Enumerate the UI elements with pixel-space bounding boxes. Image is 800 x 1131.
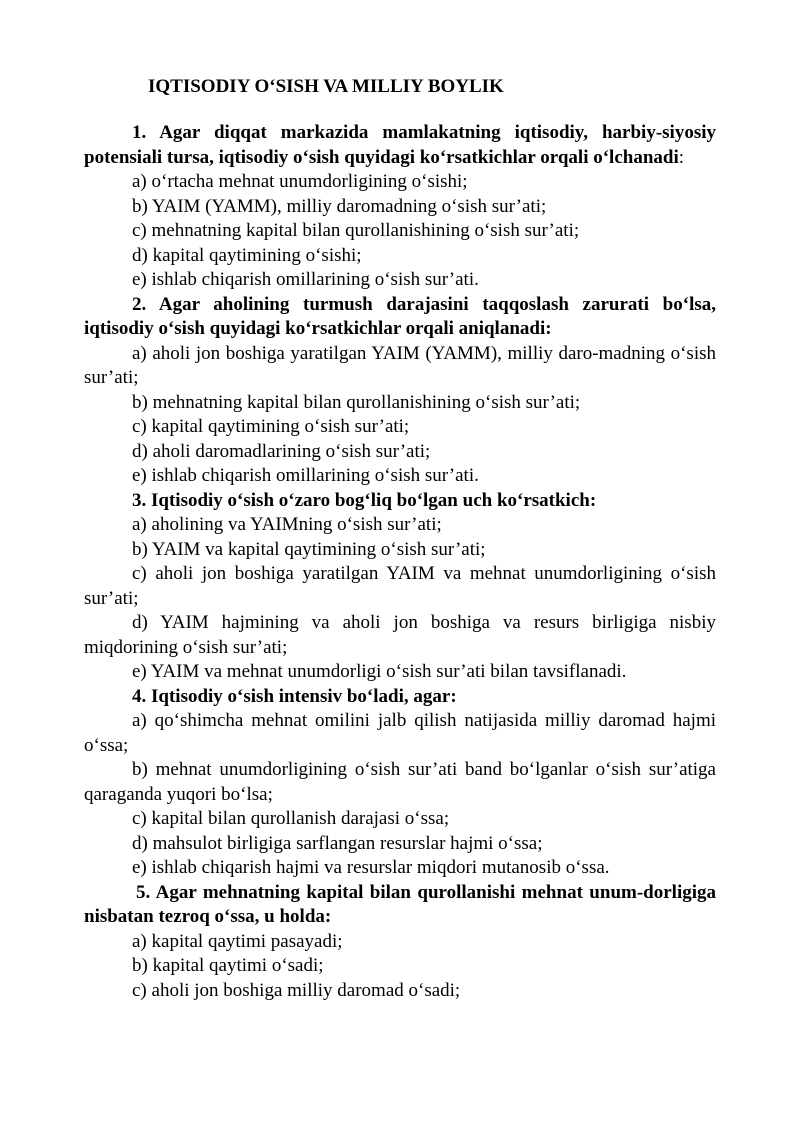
question-2 — [84, 293, 716, 489]
question-text: 3. Iqtisodiy o‘sish o‘zaro bog‘liq bo‘lgan uch ko‘rsatkich: — [132, 489, 597, 511]
answer-option: d) mahsulot birligiga sarflangan resurslar hajmi o‘ssa; — [132, 832, 543, 854]
answer-option: d) YAIM hajmining va aholi jon boshiga va resurs birligiga nisbiy miqdorining o‘sish sur’ati; — [84, 612, 716, 658]
answer-option: c) kapital bilan qurollanish darajasi o‘ssa; — [132, 808, 450, 829]
answer-option: b) YAIM (YAMM), milliy daromadning o‘sish sur’ati; — [132, 195, 547, 217]
answer-option: a) o‘rtacha mehnat unumdorligining o‘sishi; — [132, 171, 468, 192]
question-list — [84, 121, 716, 1003]
question-1 — [84, 121, 716, 293]
answer-option: b) YAIM va kapital qaytimining o‘sish sur’ati; — [132, 538, 486, 560]
question-3 — [84, 489, 716, 685]
question-5 — [84, 881, 716, 1004]
question-text: 4. Iqtisodiy o‘sish intensiv bo‘ladi, agar: — [132, 685, 457, 707]
answer-option: e) ishlab chiqarish hajmi va resurslar miqdori mutanosib o‘ssa. — [132, 857, 610, 878]
answer-option: c) mehnatning kapital bilan qurollanishining o‘sish sur’ati; — [132, 220, 580, 241]
answer-option: a) kapital qaytimi pasayadi; — [132, 930, 343, 952]
answer-option: b) mehnat unumdorligining o‘sish sur’ati band bo‘lganlar o‘sish sur’atiga qaraganda yuqori bo‘lsa; — [84, 759, 716, 805]
question-text: 2. Agar aholining turmush darajasini taqqoslash zarurati bo‘lsa, iqtisodiy o‘sish quyidagi ko‘rsatkichlar orqali aniqlanadi: — [84, 293, 716, 339]
answer-option: d) aholi daromadlarining o‘sish sur’ati; — [132, 440, 431, 462]
question-text: 1. Agar diqqat markazida mamlakatning iqtisodiy, harbiy-siyosiy potensiali tursa, iqtisodiy o‘sish quyidagi ko‘rsatkichlar orqali o‘lchanadi: — [84, 122, 716, 168]
answer-option: a) aholi jon boshiga yaratilgan YAIM (YAMM), milliy daro-madning o‘sish sur’ati; — [84, 342, 716, 388]
answer-option: c) aholi jon boshiga yaratilgan YAIM va mehnat unumdorligining o‘sish sur’ati; — [84, 563, 716, 609]
answer-option: c) aholi jon boshiga milliy daromad o‘sadi; — [132, 979, 461, 1001]
question-4 — [84, 685, 716, 881]
answer-option: e) ishlab chiqarish omillarining o‘sish sur’ati. — [132, 465, 479, 486]
page-title: IQTISODIY O‘SISH VA MILLIY BOYLIK — [148, 76, 504, 97]
answer-option: d) kapital qaytimining o‘sishi; — [132, 244, 362, 266]
answer-option: c) kapital qaytimining o‘sish sur’ati; — [132, 416, 410, 437]
answer-option: e) YAIM va mehnat unumdorligi o‘sish sur’ati bilan tavsiflanadi. — [132, 661, 627, 682]
answer-option: b) kapital qaytimi o‘sadi; — [132, 955, 324, 976]
answer-option: b) mehnatning kapital bilan qurollanishining o‘sish sur’ati; — [132, 391, 581, 413]
answer-option: a) qo‘shimcha mehnat omilini jalb qilish natijasida milliy daromad hajmi o‘ssa; — [84, 710, 716, 756]
question-text: 5. Agar mehnatning kapital bilan qurollanishi mehnat unum-dorligiga nisbatan tezroq o‘ssa, u holda: — [84, 881, 716, 927]
answer-option: e) ishlab chiqarish omillarining o‘sish sur’ati. — [132, 269, 479, 290]
answer-option: a) aholining va YAIMning o‘sish sur’ati; — [132, 514, 442, 535]
